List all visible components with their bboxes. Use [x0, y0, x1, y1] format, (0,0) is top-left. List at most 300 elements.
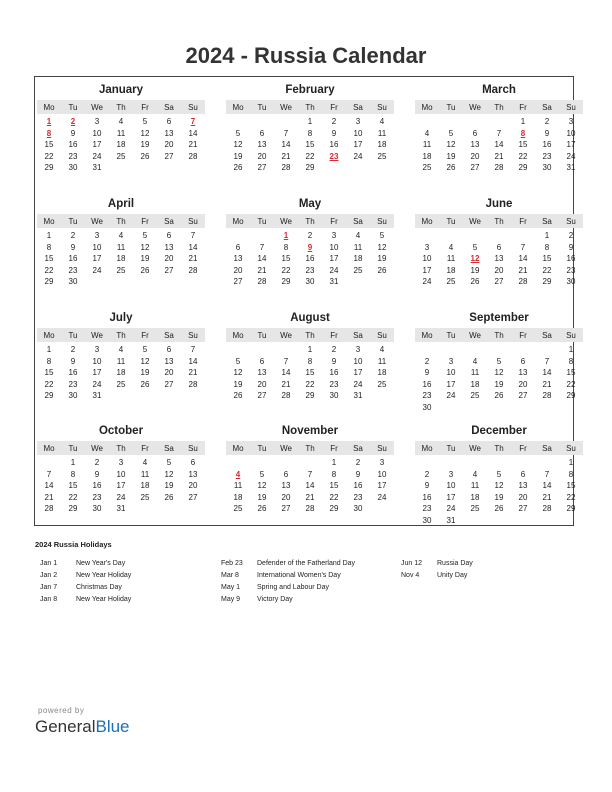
day-cell: 4: [379, 117, 385, 126]
day-cell: 24: [377, 492, 387, 502]
day-cell: 27: [188, 492, 198, 502]
day-cell: 29: [305, 163, 315, 172]
day-cell: 16: [305, 254, 315, 263]
day-cell: 26: [233, 391, 243, 400]
holiday-day: 1: [46, 117, 52, 126]
day-cell: 7: [283, 356, 289, 366]
day-cell: 3: [331, 231, 337, 240]
day-cell: 1: [46, 345, 52, 354]
day-cell: 23: [68, 379, 78, 389]
day-cell: 20: [257, 379, 267, 389]
day-cell: 11: [470, 368, 480, 377]
day-cell: 17: [116, 481, 126, 490]
day-cell: 27: [518, 504, 528, 513]
day-cell: 23: [422, 391, 432, 400]
weekday-label: Tu: [257, 443, 267, 453]
day-grid: [226, 457, 394, 515]
weekday-label: We: [91, 102, 103, 112]
day-cell: 30: [542, 163, 552, 172]
day-cell: 6: [166, 345, 172, 354]
day-cell: 3: [448, 356, 454, 366]
day-cell: 3: [379, 458, 385, 467]
day-cell: 2: [424, 469, 430, 479]
day-cell: 19: [233, 379, 243, 389]
empty-cell: [226, 116, 250, 128]
day-cell: 25: [233, 504, 243, 513]
day-cell: 27: [518, 391, 528, 400]
day-cell: 11: [116, 242, 126, 252]
day-cell: 6: [520, 469, 526, 479]
day-cell: 17: [92, 140, 102, 149]
day-cell: 20: [494, 265, 504, 275]
empty-cell: [226, 457, 250, 469]
holiday-day: 12: [470, 254, 480, 263]
day-cell: 3: [118, 458, 124, 467]
day-cell: 31: [329, 277, 339, 286]
weekday-label: We: [280, 216, 292, 226]
day-cell: 9: [355, 469, 361, 479]
day-cell: 4: [472, 469, 478, 479]
weekday-label: Su: [566, 102, 576, 112]
weekday-label: We: [280, 102, 292, 112]
day-cell: 21: [281, 151, 291, 161]
weekday-header: [226, 214, 394, 228]
day-cell: 15: [44, 368, 54, 377]
day-cell: 11: [470, 481, 480, 490]
weekday-label: Mo: [43, 216, 55, 226]
day-grid: [415, 116, 583, 174]
day-cell: 15: [68, 481, 78, 490]
day-cell: 10: [92, 128, 102, 138]
day-cell: 16: [353, 481, 363, 490]
holiday-name: International Women's Day: [257, 572, 341, 579]
month-november: [226, 424, 394, 515]
day-cell: 14: [257, 254, 267, 263]
day-cell: 16: [92, 481, 102, 490]
day-cell: 4: [448, 242, 454, 252]
day-cell: 23: [329, 379, 339, 389]
weekday-label: Fr: [141, 102, 149, 112]
day-cell: 13: [188, 469, 198, 479]
day-cell: 2: [307, 231, 313, 240]
weekday-label: Th: [116, 330, 126, 340]
day-cell: 5: [166, 458, 172, 467]
day-cell: 16: [68, 368, 78, 377]
day-cell: 29: [44, 277, 54, 286]
day-cell: 11: [377, 356, 387, 366]
weekday-label: Tu: [257, 216, 267, 226]
day-cell: 18: [377, 368, 387, 377]
day-cell: 28: [188, 151, 198, 161]
day-cell: 21: [44, 492, 54, 502]
day-cell: 17: [92, 254, 102, 263]
weekday-header: [415, 441, 583, 455]
day-cell: 2: [424, 356, 430, 366]
weekday-label: Sa: [164, 330, 174, 340]
weekday-label: Sa: [353, 102, 363, 112]
holiday-day: 23: [329, 151, 339, 161]
day-cell: 12: [164, 469, 174, 479]
day-cell: 1: [46, 231, 52, 240]
weekday-label: Fr: [141, 330, 149, 340]
empty-cell: [511, 457, 535, 469]
day-cell: 17: [446, 492, 456, 502]
day-cell: 4: [118, 345, 124, 354]
day-cell: 14: [188, 242, 198, 252]
day-cell: 20: [518, 492, 528, 502]
day-grid: [226, 344, 394, 402]
day-cell: 23: [92, 492, 102, 502]
day-cell: 9: [94, 469, 100, 479]
empty-cell: [535, 344, 559, 356]
day-cell: 12: [377, 242, 387, 252]
weekday-label: Th: [116, 443, 126, 453]
day-grid: [415, 230, 583, 288]
day-cell: 24: [92, 151, 102, 161]
empty-cell: [439, 230, 463, 242]
weekday-label: Mo: [232, 330, 244, 340]
weekday-label: Mo: [43, 443, 55, 453]
month-june: [415, 197, 583, 288]
empty-cell: [250, 230, 274, 242]
day-cell: 28: [494, 163, 504, 172]
day-cell: 30: [422, 402, 432, 412]
day-cell: 13: [164, 356, 174, 366]
day-cell: 4: [118, 117, 124, 126]
brand-general: General: [35, 717, 96, 736]
weekday-label: Su: [377, 102, 387, 112]
day-cell: 17: [329, 254, 339, 263]
day-cell: 12: [257, 481, 267, 490]
brand-logo[interactable]: [35, 717, 130, 737]
day-cell: 6: [235, 242, 241, 252]
day-cell: 25: [116, 151, 126, 161]
day-cell: 9: [70, 356, 76, 366]
day-cell: 11: [446, 254, 456, 263]
month-name: April: [107, 198, 135, 210]
empty-cell: [415, 116, 439, 128]
day-cell: 16: [566, 254, 576, 263]
day-cell: 18: [116, 140, 126, 149]
day-cell: 21: [188, 140, 198, 149]
day-cell: 18: [446, 265, 456, 275]
day-cell: 18: [140, 481, 150, 490]
day-cell: 15: [542, 254, 552, 263]
weekday-header: [37, 441, 205, 455]
day-cell: 8: [307, 128, 313, 138]
empty-cell: [250, 344, 274, 356]
day-cell: 9: [424, 481, 430, 490]
holiday-day: 1: [283, 231, 289, 240]
weekday-label: Su: [377, 330, 387, 340]
day-cell: 1: [307, 345, 313, 354]
empty-cell: [511, 230, 535, 242]
day-cell: 15: [44, 254, 54, 263]
empty-cell: [511, 344, 535, 356]
day-cell: 30: [68, 391, 78, 400]
weekday-label: Mo: [232, 102, 244, 112]
day-cell: 13: [494, 254, 504, 263]
day-cell: 20: [233, 265, 243, 275]
day-cell: 24: [92, 379, 102, 389]
day-cell: 18: [353, 254, 363, 263]
day-cell: 27: [281, 504, 291, 513]
day-cell: 13: [257, 140, 267, 149]
day-cell: 8: [568, 356, 574, 366]
day-cell: 6: [283, 469, 289, 479]
empty-cell: [274, 344, 298, 356]
holiday-name: Victory Day: [257, 596, 293, 603]
day-cell: 31: [566, 163, 576, 172]
month-april: [37, 197, 205, 288]
day-cell: 14: [494, 140, 504, 149]
day-cell: 10: [422, 254, 432, 263]
day-cell: 7: [520, 242, 526, 252]
day-cell: 10: [92, 242, 102, 252]
day-cell: 21: [188, 368, 198, 377]
day-cell: 17: [353, 140, 363, 149]
day-cell: 4: [142, 458, 148, 467]
day-cell: 8: [46, 242, 52, 252]
weekday-label: Tu: [68, 443, 78, 453]
day-cell: 1: [70, 458, 76, 467]
holiday-day: 7: [190, 117, 196, 126]
holiday-item: [401, 572, 551, 584]
day-cell: 30: [422, 515, 432, 525]
day-cell: 28: [281, 163, 291, 172]
weekday-label: Th: [305, 330, 315, 340]
weekday-label: Fr: [330, 216, 338, 226]
holiday-date: Nov 4: [401, 572, 420, 579]
day-cell: 9: [544, 128, 550, 138]
weekday-label: Th: [305, 443, 315, 453]
day-cell: 4: [424, 128, 430, 138]
day-cell: 26: [140, 379, 150, 389]
holiday-column: [40, 560, 210, 608]
day-cell: 8: [307, 356, 313, 366]
weekday-label: Th: [494, 216, 504, 226]
weekday-header: [37, 100, 205, 114]
day-cell: 13: [164, 128, 174, 138]
day-cell: 22: [44, 379, 54, 389]
day-cell: 5: [472, 242, 478, 252]
day-cell: 28: [188, 379, 198, 389]
day-cell: 16: [542, 140, 552, 149]
month-march: [415, 83, 583, 174]
day-cell: 5: [142, 117, 148, 126]
day-cell: 26: [494, 391, 504, 400]
day-cell: 7: [190, 345, 196, 354]
weekday-label: Mo: [43, 330, 55, 340]
day-cell: 12: [140, 128, 150, 138]
empty-cell: [463, 230, 487, 242]
holiday-name: Defender of the Fatherland Day: [257, 560, 356, 567]
empty-cell: [487, 344, 511, 356]
day-cell: 12: [140, 242, 150, 252]
day-cell: 30: [329, 391, 339, 400]
holiday-item: [221, 596, 396, 608]
day-cell: 12: [140, 356, 150, 366]
powered-by-label: powered by: [38, 706, 85, 715]
empty-cell: [37, 457, 61, 469]
weekday-label: Sa: [542, 102, 552, 112]
day-cell: 27: [164, 151, 174, 161]
weekday-label: We: [469, 443, 481, 453]
day-cell: 5: [142, 231, 148, 240]
weekday-label: Sa: [542, 443, 552, 453]
day-cell: 4: [472, 356, 478, 366]
day-cell: 23: [68, 151, 78, 161]
weekday-label: Tu: [446, 216, 456, 226]
weekday-label: Su: [566, 216, 576, 226]
holiday-item: [401, 560, 551, 572]
day-cell: 17: [353, 368, 363, 377]
day-cell: 10: [377, 469, 387, 479]
month-name: October: [98, 425, 144, 437]
day-cell: 8: [70, 469, 76, 479]
day-cell: 1: [520, 117, 526, 126]
day-cell: 6: [259, 356, 265, 366]
day-cell: 1: [568, 345, 574, 354]
holiday-column: [221, 560, 396, 608]
month-december: [415, 424, 583, 526]
weekday-header: [37, 214, 205, 228]
day-cell: 6: [520, 356, 526, 366]
weekday-label: We: [280, 443, 292, 453]
day-cell: 24: [92, 265, 102, 275]
day-cell: 28: [542, 391, 552, 400]
weekday-header: [226, 100, 394, 114]
day-cell: 1: [544, 231, 550, 240]
holiday-name: Unity Day: [437, 572, 468, 579]
weekday-label: Th: [494, 443, 504, 453]
weekday-label: Tu: [257, 102, 267, 112]
day-cell: 2: [94, 458, 100, 467]
day-cell: 29: [68, 504, 78, 513]
day-cell: 22: [566, 492, 576, 502]
day-cell: 26: [446, 163, 456, 172]
weekday-label: Tu: [68, 102, 78, 112]
day-cell: 29: [44, 163, 54, 172]
day-cell: 17: [422, 265, 432, 275]
holiday-date: Feb 23: [221, 560, 243, 567]
day-cell: 25: [422, 163, 432, 172]
brand-blue: Blue: [95, 717, 130, 736]
day-cell: 19: [257, 492, 267, 502]
day-cell: 12: [446, 140, 456, 149]
day-cell: 15: [329, 481, 339, 490]
day-cell: 5: [259, 469, 265, 479]
weekday-label: Tu: [446, 102, 456, 112]
empty-cell: [274, 116, 298, 128]
day-cell: 30: [566, 277, 576, 286]
day-cell: 29: [566, 504, 576, 513]
day-cell: 28: [257, 277, 267, 286]
weekday-label: Sa: [542, 330, 552, 340]
holiday-item: [40, 572, 210, 584]
weekday-label: Th: [116, 102, 126, 112]
weekday-label: Su: [377, 443, 387, 453]
day-cell: 2: [70, 345, 76, 354]
day-cell: 8: [283, 242, 289, 252]
day-cell: 5: [448, 128, 454, 138]
day-grid: [37, 344, 205, 402]
day-cell: 22: [305, 151, 315, 161]
empty-cell: [535, 457, 559, 469]
month-may: [226, 197, 394, 288]
day-cell: 24: [422, 277, 432, 286]
month-august: [226, 311, 394, 402]
month-name: September: [469, 312, 529, 324]
month-name: March: [482, 84, 516, 96]
day-cell: 9: [424, 368, 430, 377]
weekday-header: [415, 214, 583, 228]
day-cell: 10: [353, 356, 363, 366]
empty-cell: [463, 344, 487, 356]
day-cell: 25: [116, 265, 126, 275]
day-cell: 3: [568, 117, 574, 126]
weekday-label: Th: [305, 102, 315, 112]
weekday-label: Sa: [353, 443, 363, 453]
holiday-column: [401, 560, 551, 584]
day-cell: 4: [118, 231, 124, 240]
day-cell: 30: [68, 163, 78, 172]
day-cell: 24: [446, 391, 456, 400]
holiday-item: [221, 572, 396, 584]
day-cell: 4: [379, 345, 385, 354]
day-cell: 16: [422, 379, 432, 389]
day-cell: 29: [518, 163, 528, 172]
day-cell: 23: [422, 504, 432, 513]
day-cell: 23: [305, 265, 315, 275]
weekday-label: We: [91, 216, 103, 226]
holiday-date: Jan 1: [40, 560, 58, 567]
day-cell: 19: [140, 254, 150, 263]
day-cell: 13: [233, 254, 243, 263]
day-cell: 14: [518, 254, 528, 263]
day-cell: 18: [470, 379, 480, 389]
day-cell: 22: [68, 492, 78, 502]
weekday-label: Su: [566, 443, 576, 453]
empty-cell: [487, 230, 511, 242]
weekday-label: Mo: [421, 216, 433, 226]
weekday-label: Tu: [446, 330, 456, 340]
holiday-item: [221, 584, 396, 596]
day-cell: 5: [235, 128, 241, 138]
day-cell: 16: [329, 140, 339, 149]
day-cell: 28: [188, 265, 198, 275]
day-cell: 21: [518, 265, 528, 275]
day-grid: [226, 116, 394, 174]
day-cell: 3: [424, 242, 430, 252]
day-cell: 26: [470, 277, 480, 286]
holiday-item: [40, 560, 210, 572]
day-cell: 20: [188, 481, 198, 490]
day-cell: 8: [568, 469, 574, 479]
day-cell: 8: [544, 242, 550, 252]
holiday-item: [40, 596, 210, 608]
day-cell: 11: [140, 469, 150, 479]
holiday-date: Mar 8: [221, 572, 239, 579]
weekday-label: We: [469, 102, 481, 112]
day-cell: 7: [496, 128, 502, 138]
day-cell: 14: [542, 481, 552, 490]
day-cell: 18: [116, 368, 126, 377]
day-cell: 22: [44, 265, 54, 275]
day-cell: 10: [92, 356, 102, 366]
day-cell: 20: [281, 492, 291, 502]
empty-cell: [463, 116, 487, 128]
